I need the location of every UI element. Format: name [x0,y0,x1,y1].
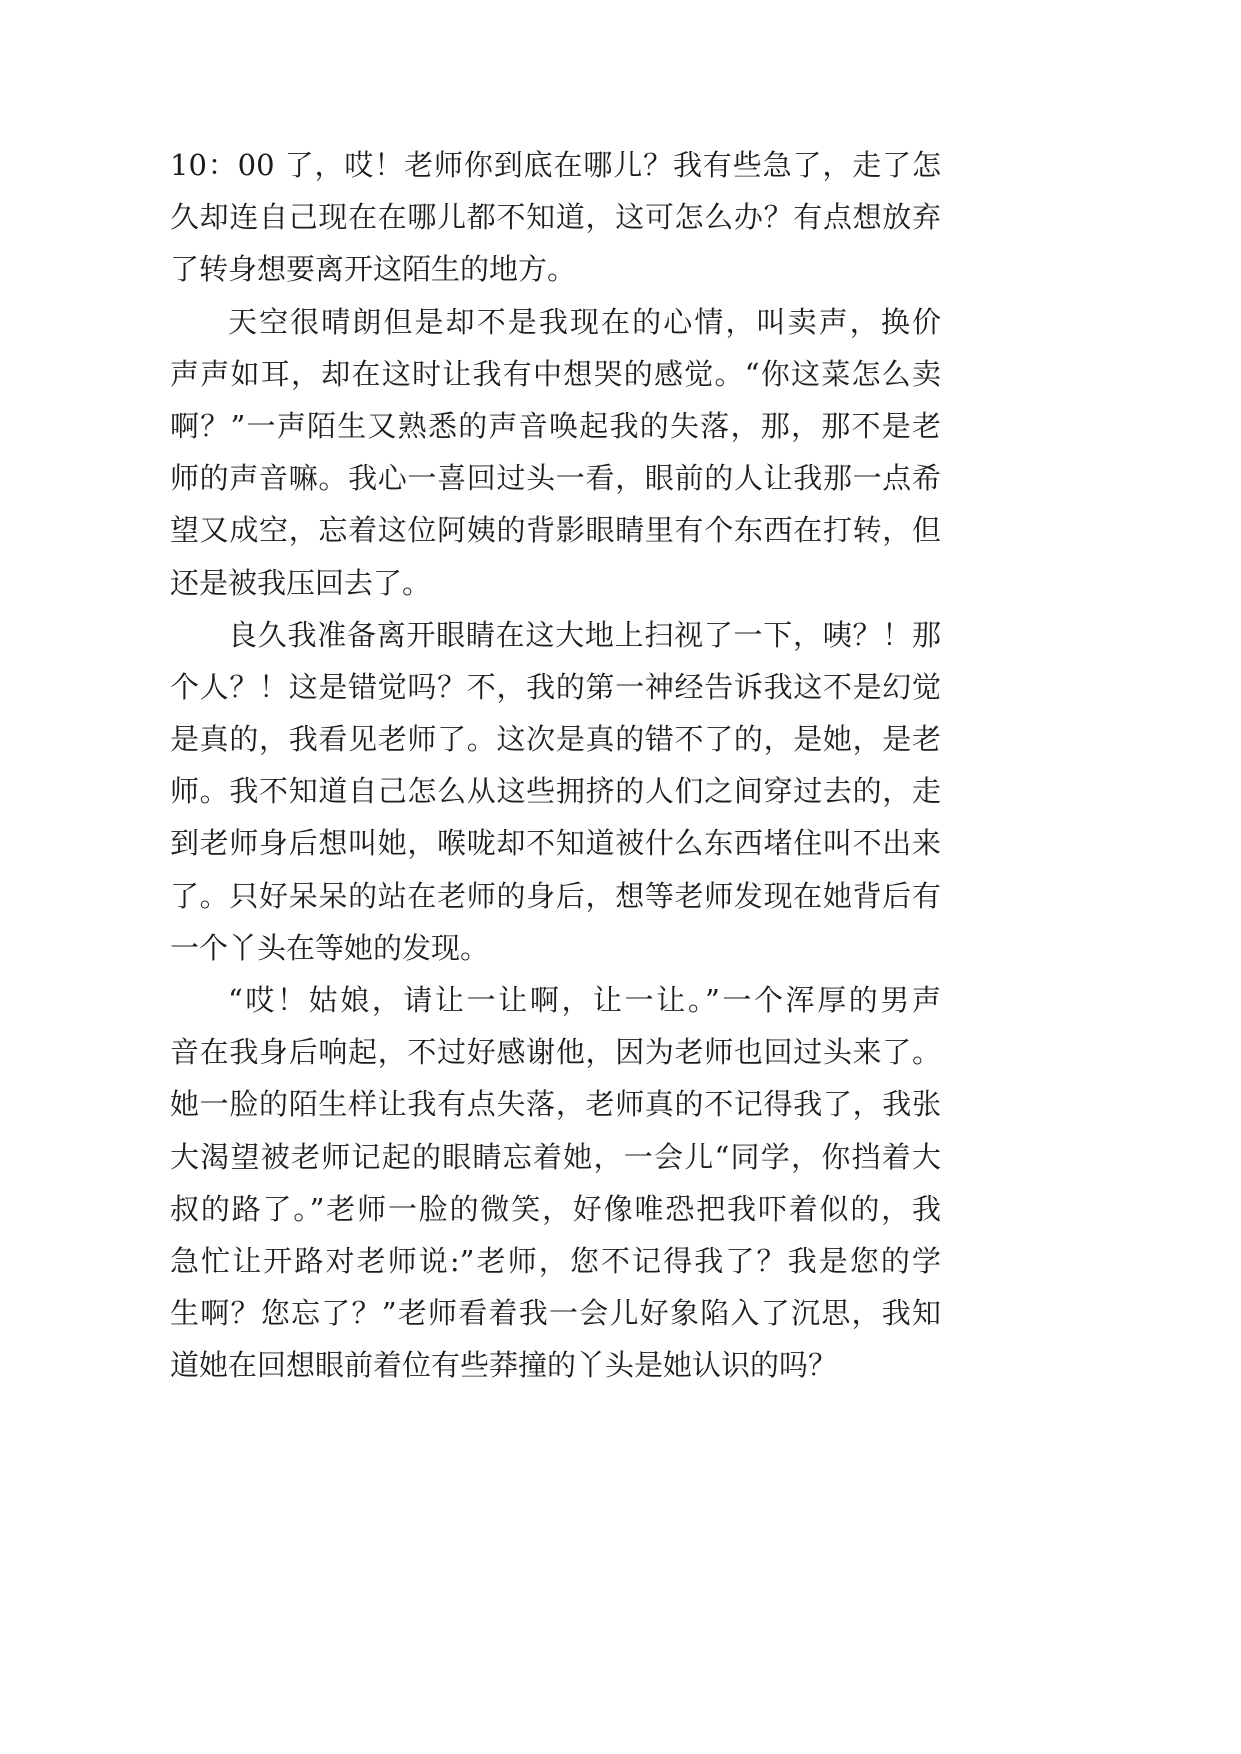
text-line: 还是被我压回去了。 [170,565,432,600]
text-line: 生啊？您忘了？”老师看着我一会儿好象陷入了沉思，我知 [170,1296,941,1331]
text-line: 个人？！这是错觉吗？不，我的第一神经告诉我这不是幻觉 [170,669,941,704]
text-line: 师。我不知道自己怎么从这些拥挤的人们之间穿过去的，走 [170,774,941,809]
text-line: 了转身想要离开这陌生的地方。 [170,252,577,287]
text-line: 10：00 了，哎！老师你到底在哪儿？我有些急了，走了怎 [170,148,941,182]
text-line: 啊？”一声陌生又熟悉的声音唤起我的失落，那，那不是老 [170,408,941,443]
text-line: 她一脸的陌生样让我有点失落，老师真的不记得我了，我张 [170,1087,941,1122]
text-line: 到老师身后想叫她，喉咙却不知道被什么东西堵住叫不出来 [170,826,941,861]
document-body [170,139,941,1392]
text-line: 久却连自己现在在哪儿都不知道，这可怎么办？有点想放弃 [170,200,941,235]
text-line: 道她在回想眼前着位有些莽撞的丫头是她认识的吗？ [170,1348,838,1383]
paragraph-2 [170,296,941,609]
text-line: 是真的，我看见老师了。这次是真的错不了的，是她，是老 [170,722,941,757]
text-line: 了。只好呆呆的站在老师的身后，想等老师发现在她背后有 [170,878,941,913]
text-line: “哎！姑娘，请让一让啊，让一让。”一个浑厚的男声 [228,983,941,1017]
text-line: 一个丫头在等她的发现。 [170,930,490,965]
text-line: 良久我准备离开眼睛在这大地上扫视了一下，咦？！那 [228,617,941,652]
text-line: 师的声音嘛。我心一喜回过头一看，眼前的人让我那一点希 [170,461,941,496]
paragraph-3 [170,609,941,974]
text-line: 大渴望被老师记起的眼睛忘着她，一会儿“同学，你挡着大 [170,1139,941,1174]
text-line: 天空很晴朗但是却不是我现在的心情，叫卖声，换价 [228,304,941,339]
text-line: 急忙让开路对老师说:”老师，您不记得我了？我是您的学 [170,1243,941,1278]
text-line: 音在我身后响起，不过好感谢他，因为老师也回过头来了。 [170,1035,941,1070]
paragraph-4 [170,974,941,1392]
text-line: 声声如耳，却在这时让我有中想哭的感觉。“你这菜怎么卖 [170,356,941,391]
text-line: 叔的路了。”老师一脸的微笑，好像唯恐把我吓着似的，我 [170,1191,941,1226]
text-line: 望又成空，忘着这位阿姨的背影眼睛里有个东西在打转，但 [170,513,941,548]
paragraph-1 [170,139,941,296]
